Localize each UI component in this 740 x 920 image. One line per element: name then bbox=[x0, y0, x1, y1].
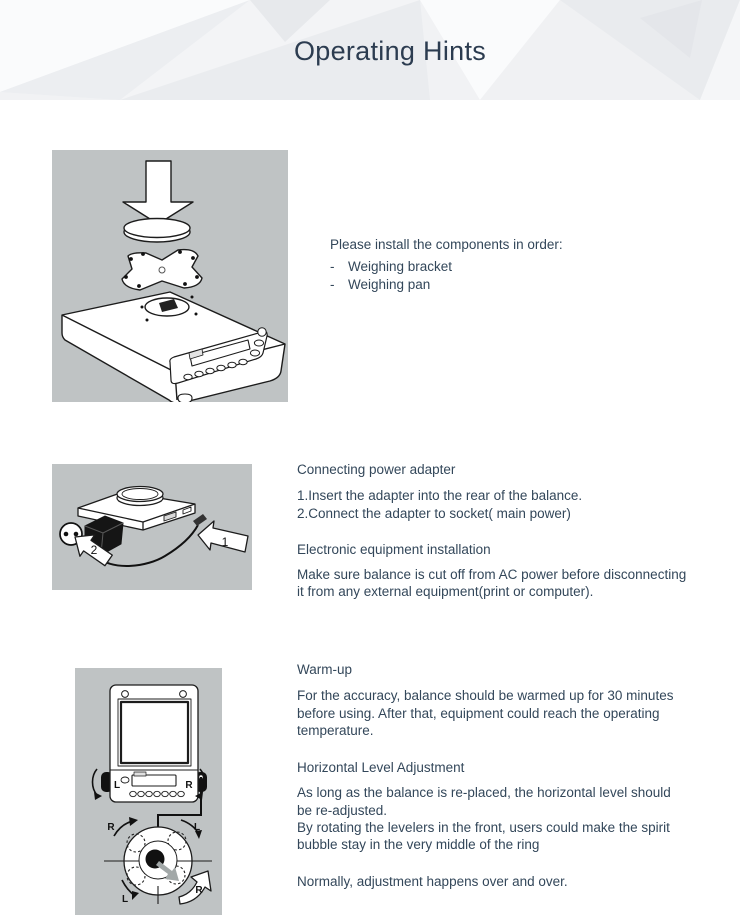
section-power-adapter-text bbox=[297, 461, 733, 601]
warm-up-paragraph bbox=[297, 687, 733, 739]
heading-electronic-equipment-installation: Electronic equipment installation bbox=[297, 541, 491, 557]
balance-body-drawing bbox=[62, 292, 285, 402]
paragraph-line: Make sure balance is cut off from AC power before disconnecting bbox=[297, 567, 687, 583]
equipment-warning-paragraph bbox=[297, 566, 733, 601]
list-item-label: Weighing bracket bbox=[348, 259, 453, 274]
power-adapter-steps bbox=[297, 487, 733, 522]
paragraph-line: bubble stay in the very middle of the ring bbox=[297, 837, 540, 853]
step1-arrow-icon bbox=[198, 521, 248, 552]
list-item bbox=[330, 276, 620, 294]
figure-power-adapter-diagram bbox=[52, 464, 252, 590]
section-warmup-level-text bbox=[297, 661, 733, 890]
left-leveler-label: L bbox=[113, 780, 121, 791]
heading-connecting-power-adapter: Connecting power adapter bbox=[297, 462, 456, 477]
figure-balance-assembly-diagram bbox=[52, 150, 288, 402]
paragraph-line: As long as the balance is re-placed, the horizontal level should bbox=[297, 785, 671, 801]
figure-level-adjustment-diagram bbox=[75, 668, 222, 915]
right-leveler-label: R bbox=[185, 780, 193, 791]
ring-bottom-right-label: R bbox=[195, 885, 203, 896]
page-title: Operating Hints bbox=[293, 36, 487, 66]
paragraph-line: Normally, adjustment happens over and over. bbox=[297, 873, 568, 889]
step-line: 1.Insert the adapter into the rear of the balance. bbox=[297, 488, 583, 504]
cable-plug-drawing bbox=[193, 514, 207, 526]
section-install-components-text bbox=[330, 236, 620, 294]
list-marker: - bbox=[330, 259, 335, 274]
step1-label: 1 bbox=[221, 535, 229, 549]
paragraph-line: be re-adjusted. bbox=[297, 802, 388, 818]
page-header bbox=[0, 0, 740, 100]
list-item-label: Weighing pan bbox=[348, 277, 431, 292]
paragraph-line: before using. After that, equipment could reach the operating bbox=[297, 705, 660, 721]
heading-horizontal-level-adjustment: Horizontal Level Adjustment bbox=[297, 760, 465, 776]
paragraph-line: it from any external equipment(print or computer). bbox=[297, 584, 594, 600]
install-direction-arrow-icon bbox=[123, 161, 193, 224]
step-line: 2.Connect the adapter to socket( main power) bbox=[297, 505, 571, 521]
level-adjustment-paragraph bbox=[297, 784, 733, 853]
install-list bbox=[330, 258, 620, 294]
paragraph-line: temperature. bbox=[297, 722, 374, 738]
paragraph-line: By rotating the levelers in the front, users could make the spirit bbox=[297, 820, 670, 836]
install-intro: Please install the components in order: bbox=[330, 237, 563, 252]
weighing-bracket-drawing bbox=[122, 250, 202, 290]
ring-bottom-left-label: L bbox=[121, 894, 129, 905]
list-item bbox=[330, 258, 620, 276]
paragraph-line: For the accuracy, balance should be warmed up for 30 minutes bbox=[297, 688, 674, 704]
heading-warm-up: Warm-up bbox=[297, 662, 353, 677]
list-marker: - bbox=[330, 277, 335, 292]
step2-label: 2 bbox=[90, 543, 98, 557]
adjustment-note-paragraph bbox=[297, 873, 733, 890]
ring-top-left-label: R bbox=[107, 822, 115, 833]
ring-top-right-label: L bbox=[193, 822, 201, 833]
